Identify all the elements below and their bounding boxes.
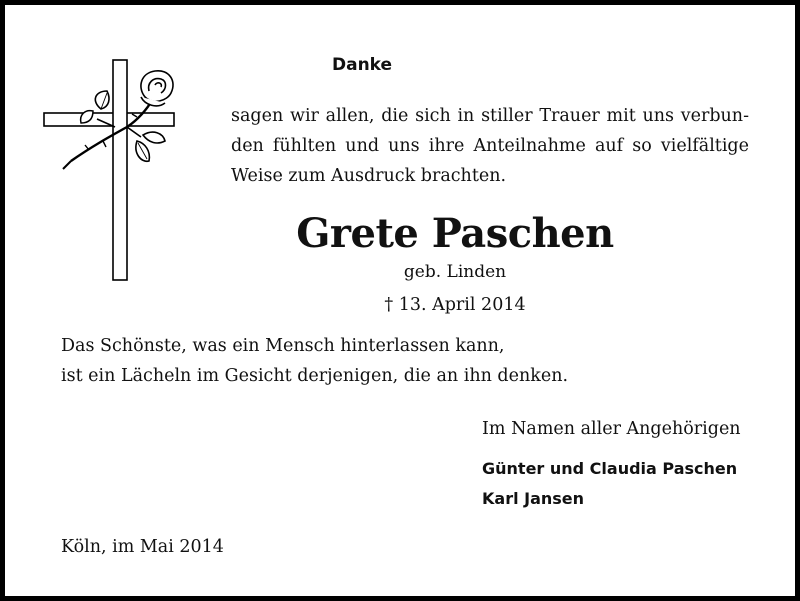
- maiden-name: geb. Linden: [403, 262, 507, 282]
- intro-line: Weise zum Ausdruck brachten.: [231, 166, 507, 186]
- quote-line: ist ein Lächeln im Gesicht derjenigen, die an ihn denken.: [61, 366, 569, 386]
- place-date: Köln, im Mai 2014: [61, 537, 224, 557]
- intro-text: [231, 101, 749, 191]
- thanks-heading: Danke: [332, 55, 393, 75]
- memorial-quote: [61, 331, 568, 391]
- quote-line: Das Schönste, was ein Mensch hinterlassen kann,: [61, 336, 505, 356]
- signoff-text: Im Namen aller Angehörigen: [482, 419, 741, 439]
- death-date: † 13. April 2014: [384, 295, 526, 315]
- signer-name: Karl Jansen: [482, 489, 585, 508]
- intro-line: den fühlten und uns ihre Anteilnahme auf so vielfältige: [231, 136, 749, 156]
- deceased-name: Grete Paschen: [296, 210, 614, 257]
- signer-name: Günter und Claudia Paschen: [482, 459, 738, 478]
- signers-list: [482, 454, 737, 514]
- cross-with-rose-icon: [41, 57, 181, 285]
- intro-line: sagen wir allen, die sich in stiller Trauer mit uns verbun-: [231, 106, 749, 126]
